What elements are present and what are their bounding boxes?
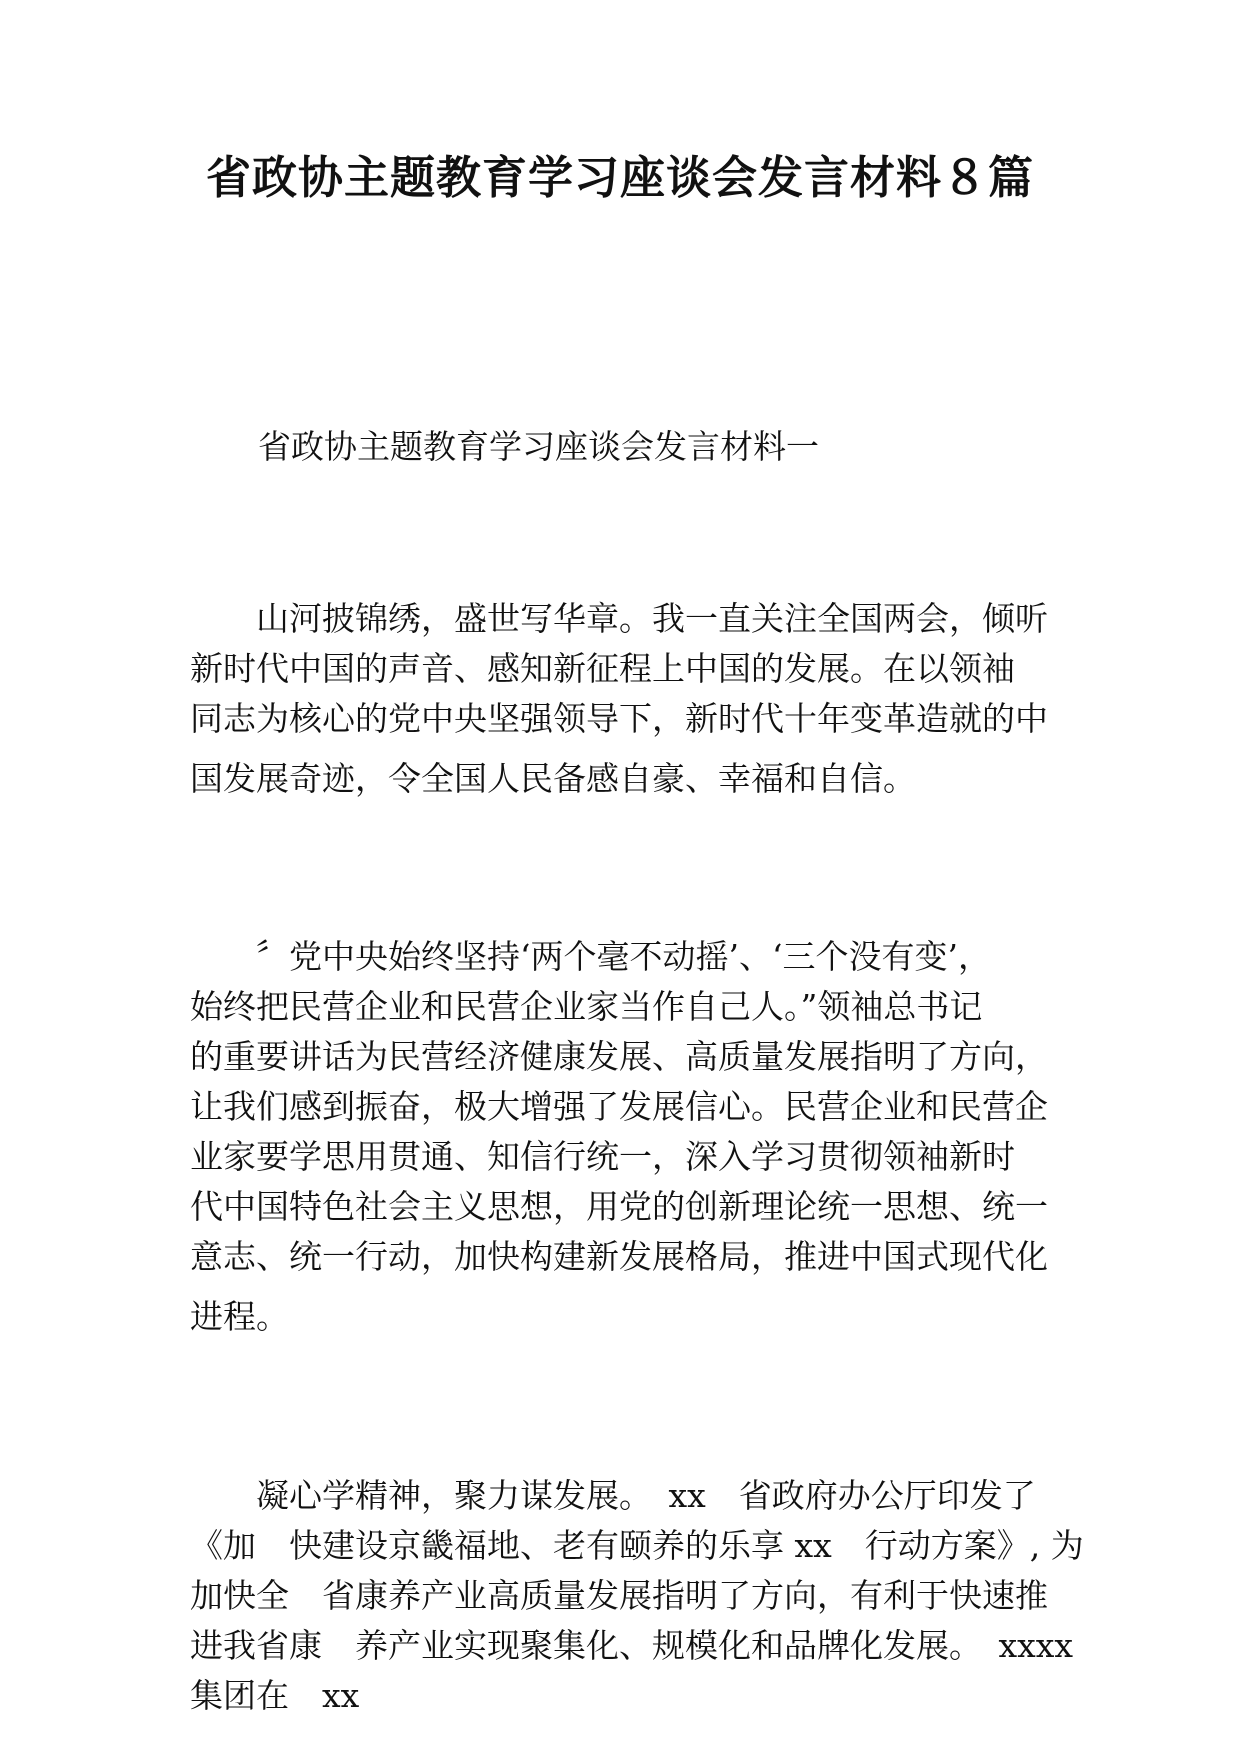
section-heading: 省政协主题教育学习座谈会发言材料一 (258, 427, 819, 466)
paragraph-line: 进我省康 养产业实现聚集化、规模化和品牌化发展。 xxxx (190, 1626, 1073, 1665)
paragraph-1 (190, 594, 1052, 804)
paragraph-3 (190, 1471, 1084, 1721)
paragraph-line: 业家要学思用贯通、知信行统一，深入学习贯彻领袖新时 (190, 1137, 1015, 1176)
paragraph-line: 〞党中央始终坚持‘两个毫不动摇’、‘三个没有变’， (190, 937, 991, 976)
paragraph-line: 山河披锦绣，盛世写华章。我一直关注全国两会，倾听 (190, 599, 1048, 638)
paragraph-line: 凝心学精神，聚力谋发展。 xx 省政府办公厅印发了 (190, 1476, 1036, 1515)
paragraph-line: 《加 快建设京畿福地、老有颐养的乐享 xx 行动方案》, 为 (190, 1526, 1084, 1565)
document-title: 省政协主题教育学习座谈会发言材料８篇 (205, 151, 1034, 204)
paragraph-line: 集团在 xx (190, 1676, 360, 1715)
paragraph-2 (190, 932, 1052, 1342)
paragraph-line: 同志为核心的党中央坚强领导下，新时代十年变革造就的中 (190, 699, 1048, 738)
paragraph-line: 始终把民营企业和民营企业家当作自己人。”领袖总书记 (190, 987, 983, 1026)
paragraph-line: 代中国特色社会主义思想，用党的创新理论统一思想、统一 (190, 1187, 1048, 1226)
paragraph-line: 进程。 (190, 1297, 289, 1336)
paragraph-line: 让我们感到振奋，极大增强了发展信心。民营企业和民营企 (190, 1087, 1048, 1126)
paragraph-line: 加快全 省康养产业高质量发展指明了方向，有利于快速推 (190, 1576, 1048, 1615)
paragraph-line: 国发展奇迹，令全国人民备感自豪、幸福和自信。 (190, 759, 916, 798)
paragraph-line: 意志、统一行动，加快构建新发展格局，推进中国式现代化 (190, 1237, 1048, 1276)
paragraph-line: 的重要讲话为民营经济健康发展、高质量发展指明了方向， (190, 1037, 1048, 1076)
paragraph-line: 新时代中国的声音、感知新征程上中国的发展。在以领袖 (190, 649, 1015, 688)
